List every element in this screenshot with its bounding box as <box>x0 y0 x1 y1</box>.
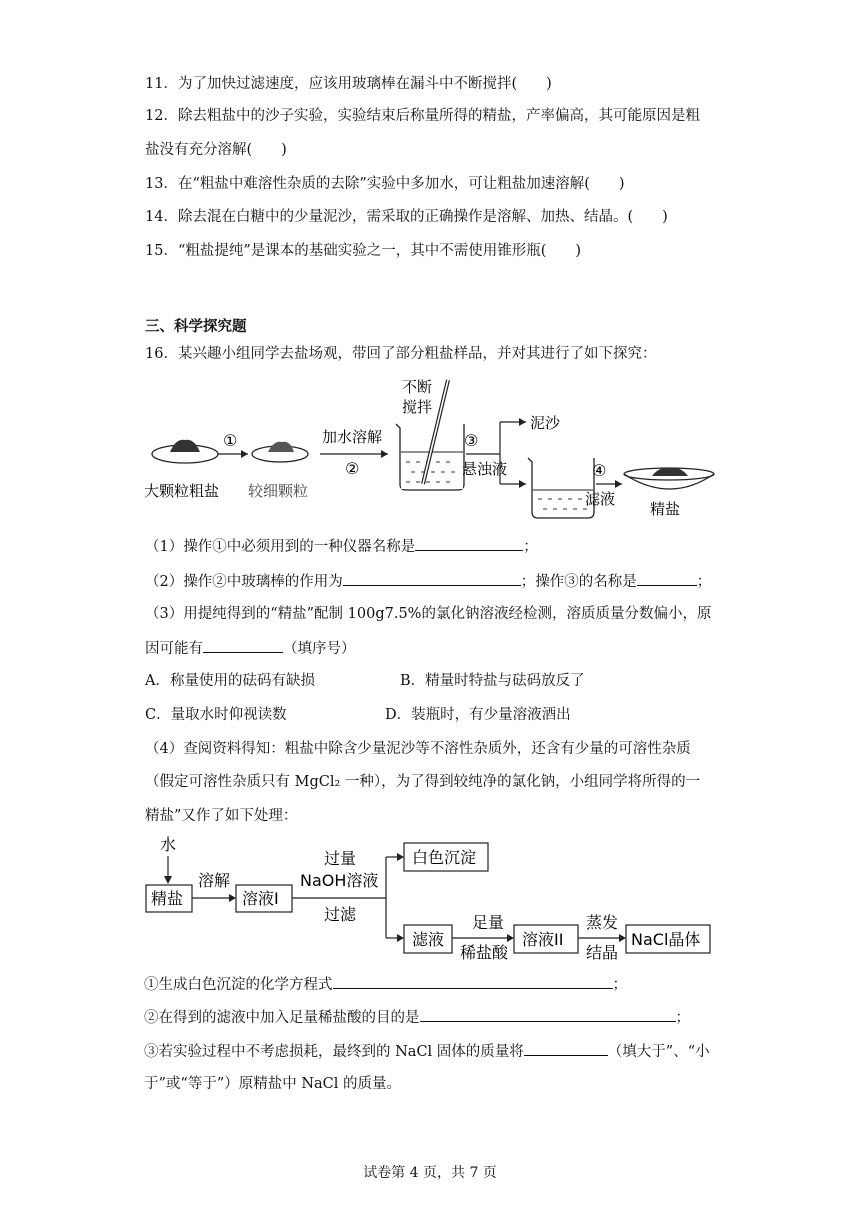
label-naoh: NaOH溶液 <box>300 871 379 890</box>
page-footer: 试卷第 4 页，共 7 页 <box>363 1165 497 1181</box>
svg-text:白色沉淀: 白色沉淀 <box>412 848 477 867</box>
answer-blank-4[interactable] <box>203 638 283 653</box>
question-14: 14．除去混在白糖中的少量泥沙，需采取的正确操作是溶解、加热、结晶。( ) <box>145 209 668 225</box>
label-step3: ③ <box>464 431 479 450</box>
svg-text:溶液II: 溶液II <box>522 930 564 949</box>
option-d: D．装瓶时，有少量溶液酒出 <box>385 707 571 723</box>
question-13: 13．在“粗盐中难溶性杂质的去除”实验中多加水，可让粗盐加速溶解( ) <box>145 176 625 192</box>
label-stir-1: 不断 <box>402 378 433 396</box>
label-sand: 泥沙 <box>530 414 561 432</box>
section-title: 三、科学探究题 <box>145 318 247 335</box>
option-a: A．称量使用的砝码有缺损 <box>145 673 315 689</box>
question-15: 15．“粗盐提纯”是课本的基础实验之一，其中不需使用锥形瓶( ) <box>145 243 582 259</box>
label-fine-particles: 较细颗粒 <box>248 482 309 500</box>
label-add-water: 加水溶解 <box>322 428 383 446</box>
q16-part4c: 精盐”又作了如下处理： <box>145 808 298 824</box>
label-filter: 过滤 <box>324 905 357 924</box>
label-step4: ④ <box>592 461 607 480</box>
question-11: 11．为了加快过滤速度，应该用玻璃棒在漏斗中不断搅拌( ) <box>145 76 552 92</box>
q16-sub1: ①生成白色沉淀的化学方程式 ； <box>144 974 627 995</box>
question-12: 12．除去粗盐中的沙子实验，实验结束后称量所得的精盐，产率偏高，其可能原因是粗 <box>145 108 700 124</box>
svg-text:精盐: 精盐 <box>151 889 184 908</box>
label-sufficient: 足量 <box>472 913 505 932</box>
label-dissolve: 溶解 <box>198 871 231 890</box>
answer-blank-6[interactable] <box>420 1007 676 1022</box>
label-suspension: 悬浊液 <box>462 460 508 478</box>
purification-diagram <box>140 372 730 532</box>
label-hcl: 稀盐酸 <box>460 943 509 962</box>
label-large-particles: 大颗粒粗盐 <box>144 482 220 500</box>
label-water: 水 <box>160 835 177 854</box>
svg-text:滤液: 滤液 <box>412 930 445 949</box>
svg-text:溶液I: 溶液I <box>242 889 279 908</box>
label-stir-2: 搅拌 <box>402 398 433 416</box>
label-step1: ① <box>223 431 238 450</box>
q16-sub3b: 于”或“等于”）原精盐中 NaCl 的质量。 <box>144 1076 402 1092</box>
q16-part3b: 因可能有 （填序号） <box>145 638 356 659</box>
q16-part1: （1）操作①中必须用到的一种仪器名称是 ； <box>145 536 538 557</box>
answer-blank-1[interactable] <box>415 536 523 551</box>
q16-part2: （2）操作②中玻璃棒的作用为 ；操作③的名称是 ； <box>145 571 711 592</box>
question-12-cont: 盐没有充分溶解( ) <box>145 142 287 158</box>
label-step2: ② <box>345 459 360 478</box>
answer-blank-2[interactable] <box>343 571 521 586</box>
q16-part4a: （4）查阅资料得知：粗盐中除含少量泥沙等不溶性杂质外，还含有少量的可溶性杂质 <box>145 741 691 757</box>
label-excess: 过量 <box>324 849 357 868</box>
question-16-intro: 16．某兴趣小组同学去盐场观，带回了部分粗盐样品，并对其进行了如下探究： <box>145 346 657 362</box>
q16-part3a: （3）用提纯得到的“精盐”配制 100g7.5%的氯化钠溶液经检测，溶质质量分数偏小，原 <box>145 606 712 622</box>
option-b: B．精量时特盐与砝码放反了 <box>400 673 585 689</box>
answer-blank-5[interactable] <box>333 974 613 989</box>
answer-blank-7[interactable] <box>524 1041 608 1056</box>
flowchart-diagram <box>140 830 720 970</box>
label-evaporate: 蒸发 <box>586 913 619 932</box>
answer-blank-3[interactable] <box>637 571 697 586</box>
label-refined-salt: 精盐 <box>650 500 681 518</box>
option-c: C．量取水时仰视读数 <box>145 707 287 723</box>
q16-part4b: （假定可溶性杂质只有 MgCl₂ 一种），为了得到较纯净的氯化钠，小组同学将所得的一 <box>145 774 701 790</box>
q16-sub3a: ③若实验过程中不考虑损耗，最终到的 NaCl 固体的质量将 （填大于”、“小 <box>144 1041 710 1062</box>
q16-sub2: ②在得到的滤液中加入足量稀盐酸的目的是 ； <box>144 1007 690 1028</box>
label-crystallize: 结晶 <box>586 943 619 962</box>
label-filtrate: 滤液 <box>585 490 616 508</box>
svg-text:NaCl晶体: NaCl晶体 <box>631 930 701 949</box>
